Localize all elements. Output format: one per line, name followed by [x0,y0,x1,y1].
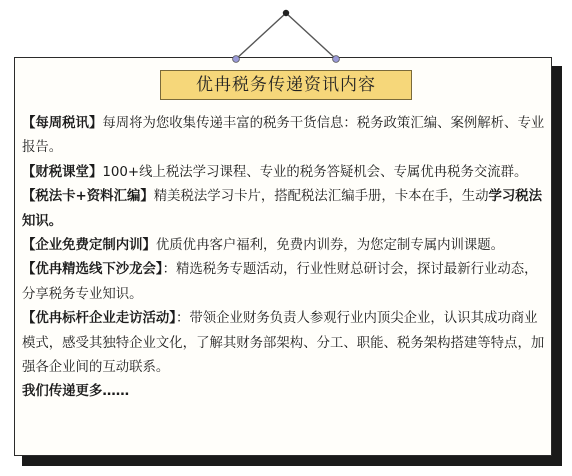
item-body: ：带领企业财务负责人参观行业内顶尖企业，认识其成功商业模式，感受其独特企业文化，了解其财务部架构、分工、职能、税务架构搭建等特点，加强各企业间的互动联系。 [22,311,545,376]
item-company-visit [22,307,550,380]
item-heading: 【税法卡+资料汇编】 [22,189,154,205]
pin-left-icon [233,56,240,63]
hook-icon [283,10,289,16]
item-tail: 学习税法知识。 [22,189,543,229]
pin-right-icon [333,56,340,63]
item-heading: 【每周税讯】 [22,116,103,131]
item-body: ：精选税务专题活动，行业性财总研讨会，探讨最新行业动态，分享税务专业知识。 [22,262,538,302]
item-tax-cards [22,185,550,234]
card-content [22,112,550,405]
item-heading: 【财税课堂】 [22,164,103,180]
item-body: 100+线上税法学习课程、专业的税务答疑机会、专属优冉税务交流群。 [102,164,528,180]
item-weekly-tax-news [22,112,550,161]
item-body: 精美税法学习卡片，搭配税法汇编手册，卡本在手，生动 [153,189,489,205]
item-body: 优质优冉客户福利，免费内训券，为您定制专属内训课题。 [155,238,505,254]
item-salon [22,258,550,307]
item-heading: 【优冉标杆企业走访活动】 [22,311,176,327]
item-body: 每周将为您收集传递丰富的税务干货信息：税务政策汇编、案例解析、专业报告。 [22,116,545,156]
item-free-training [22,234,550,258]
item-heading: 【企业免费定制内训】 [22,238,156,254]
card-title: 优冉税务传递资讯内容 [160,70,412,100]
footer-text: 我们传递更多…… [22,384,130,400]
item-heading: 【优冉精选线下沙龙会】 [22,262,163,278]
hanger-string-icon [0,0,572,80]
item-tax-classroom [22,161,550,185]
